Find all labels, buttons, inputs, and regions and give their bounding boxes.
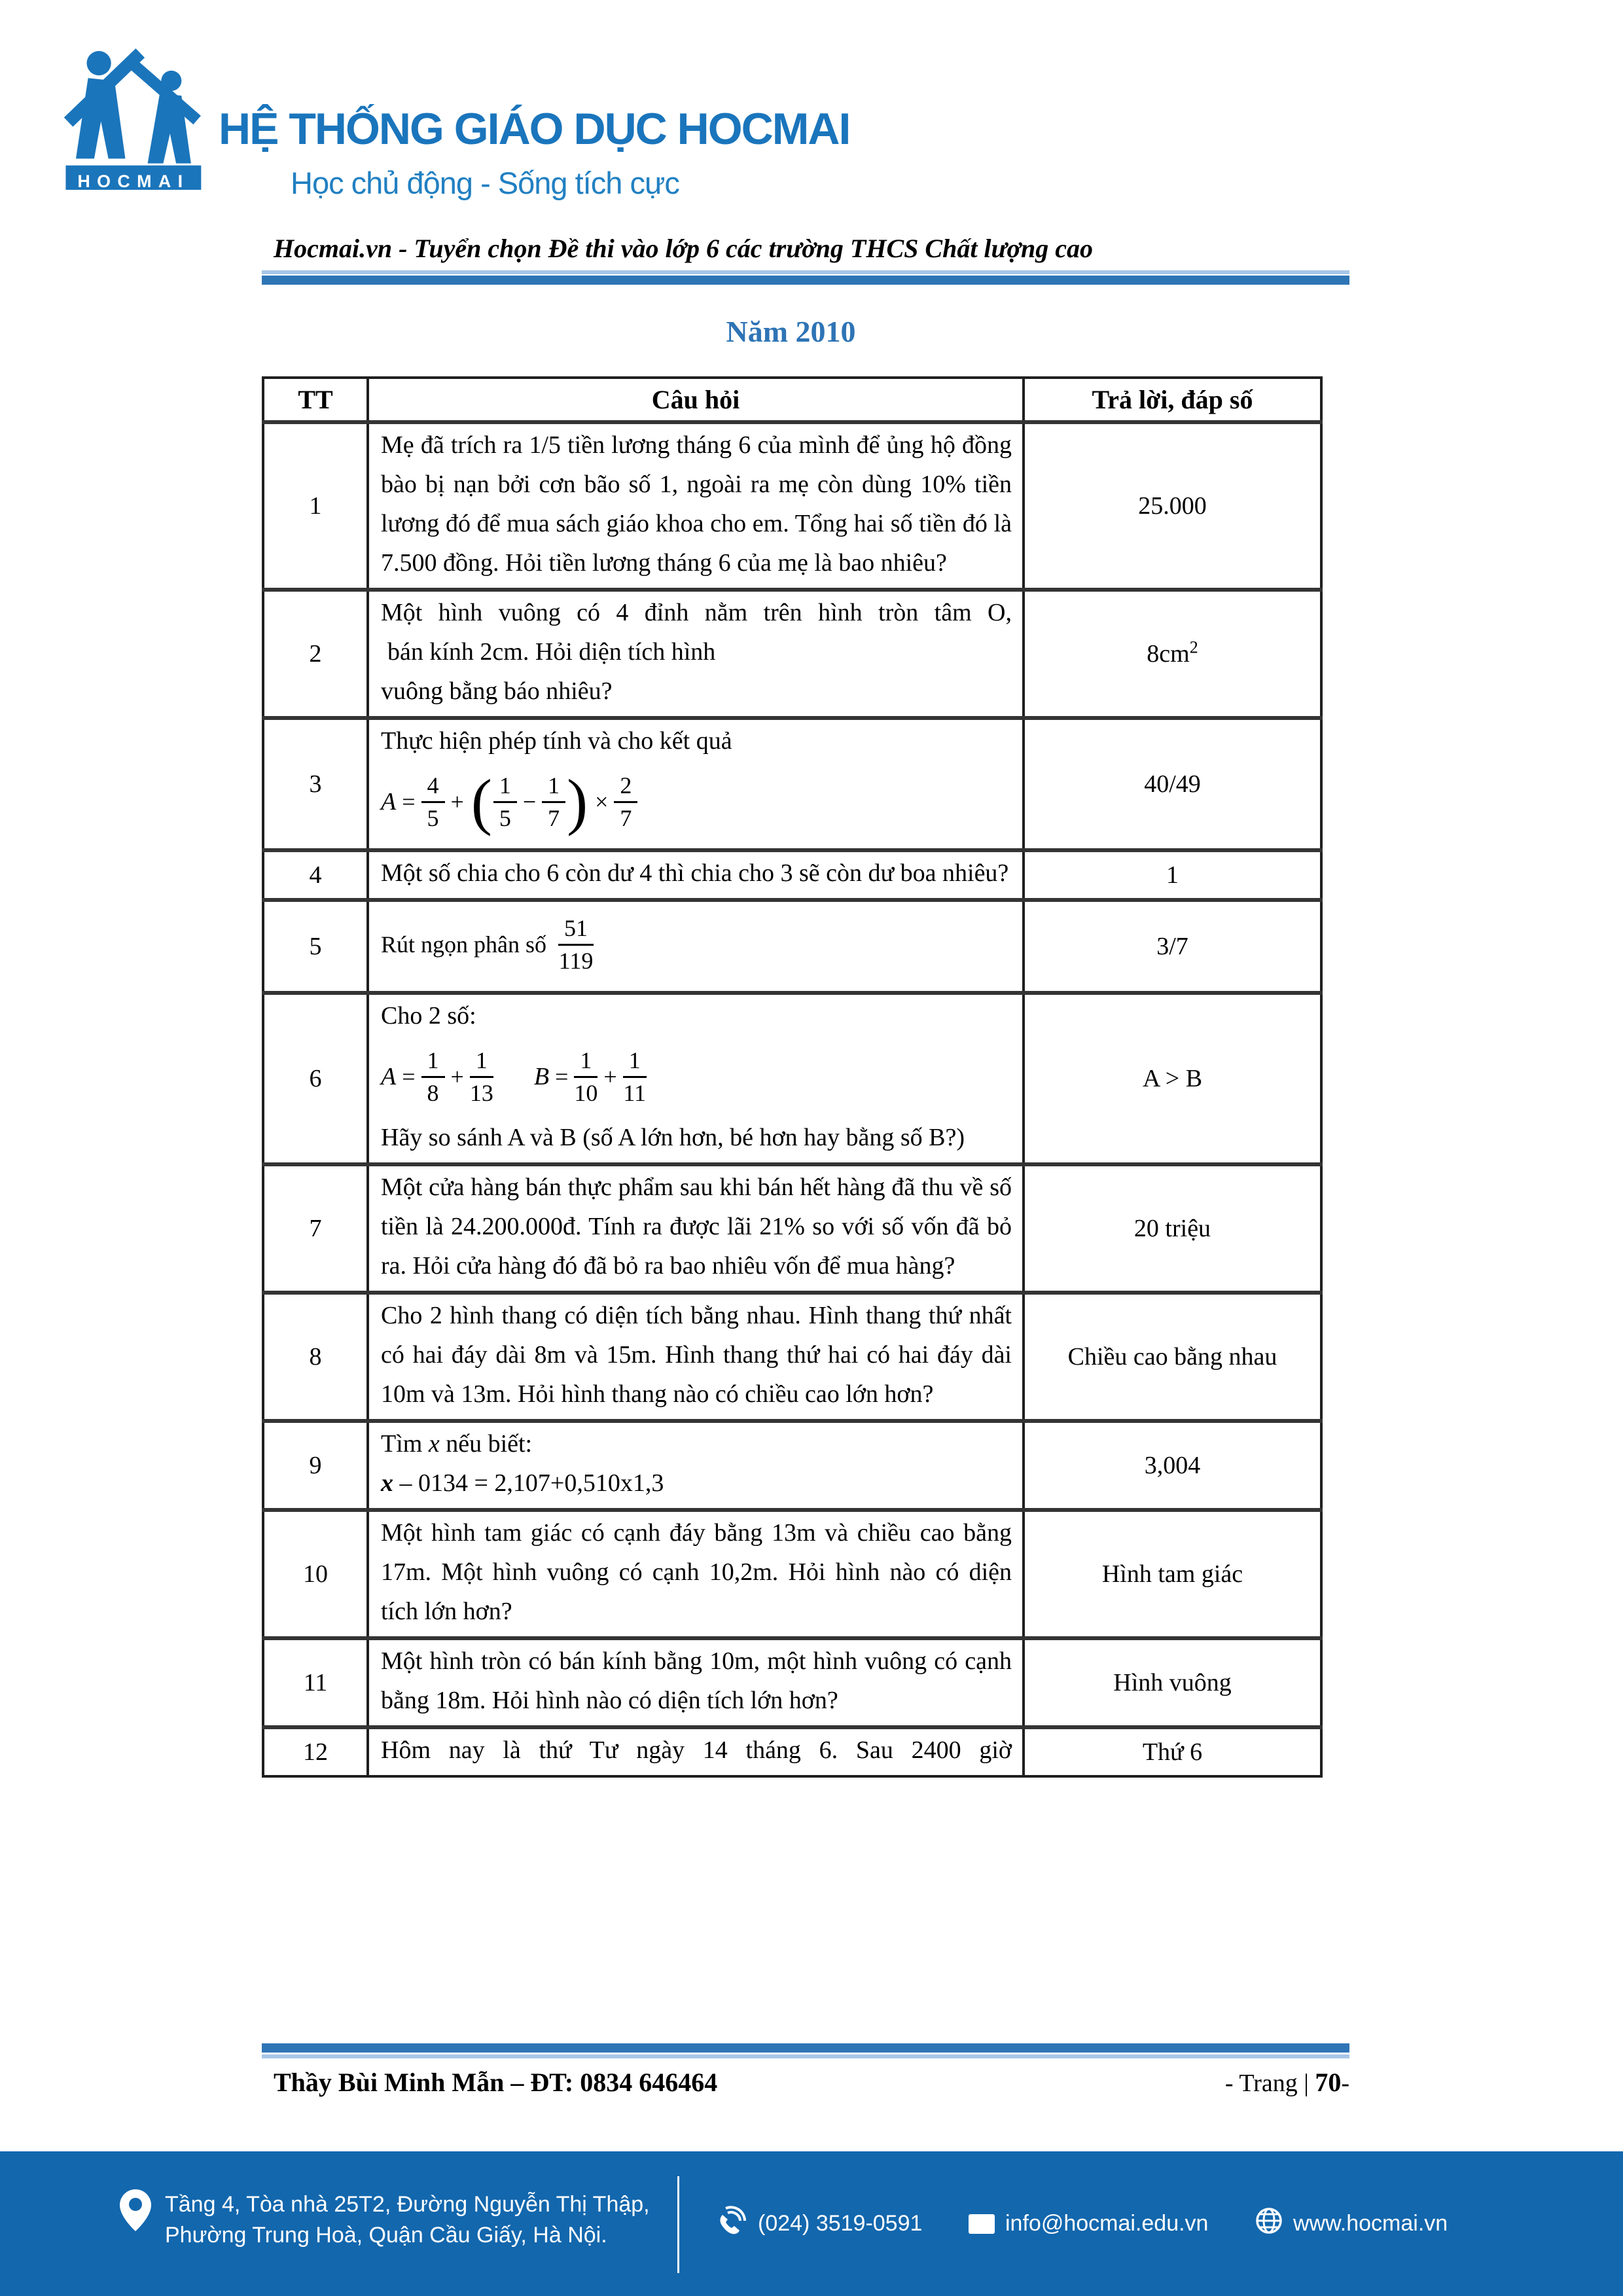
- location-pin-icon: [120, 2189, 151, 2234]
- page-title: Năm 2010: [726, 315, 856, 348]
- page-number: 70: [1315, 2068, 1342, 2097]
- question-text: Một hình tròn có bán kính bằng 10m, một hình vuông có cạnh bằng 18m. Hỏi hình nào có diện tích lớn hơn?: [381, 1647, 1012, 1714]
- globe-icon: [1255, 2207, 1283, 2240]
- table-row: [263, 1510, 1321, 1638]
- question-text: Tìm x nếu biết: x – 0134 = 2,107+0,510x1,3: [368, 1421, 1024, 1510]
- answer-text: 20 triệu: [1024, 1164, 1321, 1293]
- row-number: 3: [263, 718, 368, 850]
- row-number: 9: [263, 1421, 368, 1510]
- brand-title: HỆ THỐNG GIÁO DỤC HOCMAI: [219, 104, 850, 154]
- footer-rules: [262, 2043, 1349, 2058]
- table-row: [263, 1727, 1321, 1776]
- superscript: 2: [1189, 637, 1198, 657]
- table-row: [263, 1638, 1321, 1727]
- table-row: [263, 718, 1321, 850]
- phone-text: (024) 3519-0591: [758, 2211, 923, 2236]
- website-contact: [1255, 2151, 1448, 2296]
- footer-rule-light: [262, 2054, 1349, 2058]
- table-row: [263, 1421, 1321, 1510]
- question-text: Cho 2 hình thang có diện tích bằng nhau. Hình thang thứ nhất có hai đáy dài 8m và 15m. Hình thang thứ hai có hai đáy dài 10m và 13m. Hỏi hình thang nào có chiều cao lớn hơn?: [381, 1302, 1012, 1408]
- vertical-divider: [677, 2176, 679, 2273]
- question-text: Mẹ đã trích ra 1/5 tiền lương tháng 6 của mình để ủng hộ đồng bào bị nạn bởi cơn bão số 1, ngoài ra mẹ còn dùng 10% tiền lương đó để mua sách giáo khoa cho em. Tổng hai số tiền đó là 7.500 đồng. Hỏi tiền lương tháng 6 của mẹ là bao nhiêu?: [381, 431, 1012, 577]
- question-text: Một cửa hàng bán thực phẩm sau khi bán hết hàng đã thu về số tiền là 24.200.000đ. Tính ra được lãi 21% so với số vốn đã bỏ ra. Hỏi cửa hàng đó đã bỏ ra bao nhiêu vốn để mua hàng?: [381, 1174, 1012, 1280]
- answer-text: 3,004: [1024, 1421, 1321, 1510]
- row-number: 2: [263, 590, 368, 718]
- answer-text: 1: [1024, 850, 1321, 900]
- contact-bar: [0, 2151, 1623, 2296]
- row-number: 12: [263, 1727, 368, 1776]
- email-text: info@hocmai.edu.vn: [1005, 2211, 1209, 2236]
- row-number: 11: [263, 1638, 368, 1727]
- row-number: 10: [263, 1510, 368, 1638]
- table-row: [263, 993, 1321, 1164]
- table-row: [263, 1164, 1321, 1293]
- question-text: [368, 900, 1024, 993]
- brand-block: [219, 103, 849, 201]
- envelope-icon: [969, 2214, 995, 2234]
- col-header-answer: Trả lời, đáp số: [1024, 378, 1321, 422]
- teacher-info: Thầy Bùi Minh Mẫn – ĐT: 0834 646464: [274, 2068, 718, 2097]
- row-number: 1: [263, 422, 368, 590]
- math-expression: Rút ngọn phân số $\frac{51}{119}$: [381, 915, 594, 974]
- row-number: 6: [263, 993, 368, 1164]
- row-number: 7: [263, 1164, 368, 1293]
- phone-icon: [717, 2206, 747, 2242]
- document-header: [262, 233, 1349, 285]
- col-header-tt: TT: [263, 378, 368, 422]
- phone-contact: [717, 2151, 922, 2296]
- question-text: Một hình tam giác có cạnh đáy bằng 13m và chiều cao bằng 17m. Một hình vuông có cạnh 10,2m. Hỏi hình nào có diện tích lớn hơn?: [381, 1519, 1012, 1625]
- table-header-row: [263, 378, 1321, 422]
- answer-text: $8cm^2$: [1024, 590, 1321, 718]
- website-text: www.hocmai.vn: [1293, 2211, 1448, 2236]
- answer-text: Hình vuông: [1024, 1638, 1321, 1727]
- document-header-text: Hocmai.vn - Tuyển chọn Đề thi vào lớp 6 các trường THCS Chất lượng cao: [274, 234, 1093, 263]
- brand-tagline: Học chủ động - Sống tích cực: [291, 166, 679, 200]
- answer-text: Chiều cao bằng nhau: [1024, 1293, 1321, 1421]
- answer-text: Thứ 6: [1024, 1727, 1321, 1776]
- question-text: Cho 2 số: A = $\frac{1}{8}$ + $\frac{1}{13}$ B = $\frac{1}{10}$ + $\frac{1}{11}$ Hãy so sánh A và B (số A lớn hơn, bé hơn hay bằng số B?): [368, 993, 1024, 1164]
- math-expression: A = $\frac{1}{8}$ + $\frac{1}{13}$ B = $\frac{1}{10}$ + $\frac{1}{11}$: [381, 1047, 647, 1106]
- table-row: [263, 1293, 1321, 1421]
- answer-text: Hình tam giác: [1024, 1510, 1321, 1638]
- table-row: [263, 590, 1321, 718]
- answer-text: 40/49: [1024, 718, 1321, 850]
- header-rule-dark: [262, 276, 1349, 285]
- row-number: 8: [263, 1293, 368, 1421]
- row-number: 5: [263, 900, 368, 993]
- table-row: [263, 422, 1321, 590]
- col-header-question: Câu hỏi: [368, 378, 1024, 422]
- question-text: Một số chia cho 6 còn dư 4 thì chia cho 3 sẽ còn dư boa nhiêu?: [381, 859, 1009, 887]
- math-expression: A = $\frac{4}{5}$ + ( $\frac{1}{5}$ − $\frac{1}{7}$ ) × $\frac{2}{7}$: [381, 761, 1012, 843]
- questions-table: [262, 376, 1323, 1778]
- question-text: Một hình vuông có 4 đỉnh nằm trên hình tròn tâm O, bán kính 2cm. Hỏi diện tích hình vuông bằng báo nhiêu?: [368, 590, 1024, 718]
- header-rule-light: [262, 270, 1349, 274]
- answer-text: A > B: [1024, 993, 1321, 1164]
- footer-rule-dark: [262, 2043, 1349, 2053]
- page-indicator: - Trang | 70-: [1224, 2068, 1349, 2097]
- logo-wordmark: HOCMAI: [77, 171, 190, 190]
- table-row: [263, 850, 1321, 900]
- email-contact: [969, 2151, 1208, 2296]
- question-text: Thực hiện phép tính và cho kết quả A = $\frac{4}{5}$ + ( $\frac{1}{5}$ − $\frac{1}{7}$ ) × $\frac{2}{7}$: [368, 718, 1024, 850]
- hocmai-logo-icon: [58, 33, 213, 190]
- row-number: 4: [263, 850, 368, 900]
- address-text: Tầng 4, Tòa nhà 25T2, Đường Nguyễn Thị Thập, Phường Trung Hoà, Quận Cầu Giấy, Hà Nội.: [165, 2192, 650, 2248]
- page-footer: [262, 2067, 1349, 2098]
- question-text: Hôm nay là thứ Tư ngày 14 tháng 6. Sau 2400 giờ: [381, 1736, 1012, 1764]
- answer-text: 3/7: [1024, 900, 1321, 993]
- table-row: [263, 900, 1321, 993]
- answer-text: 25.000: [1024, 422, 1321, 590]
